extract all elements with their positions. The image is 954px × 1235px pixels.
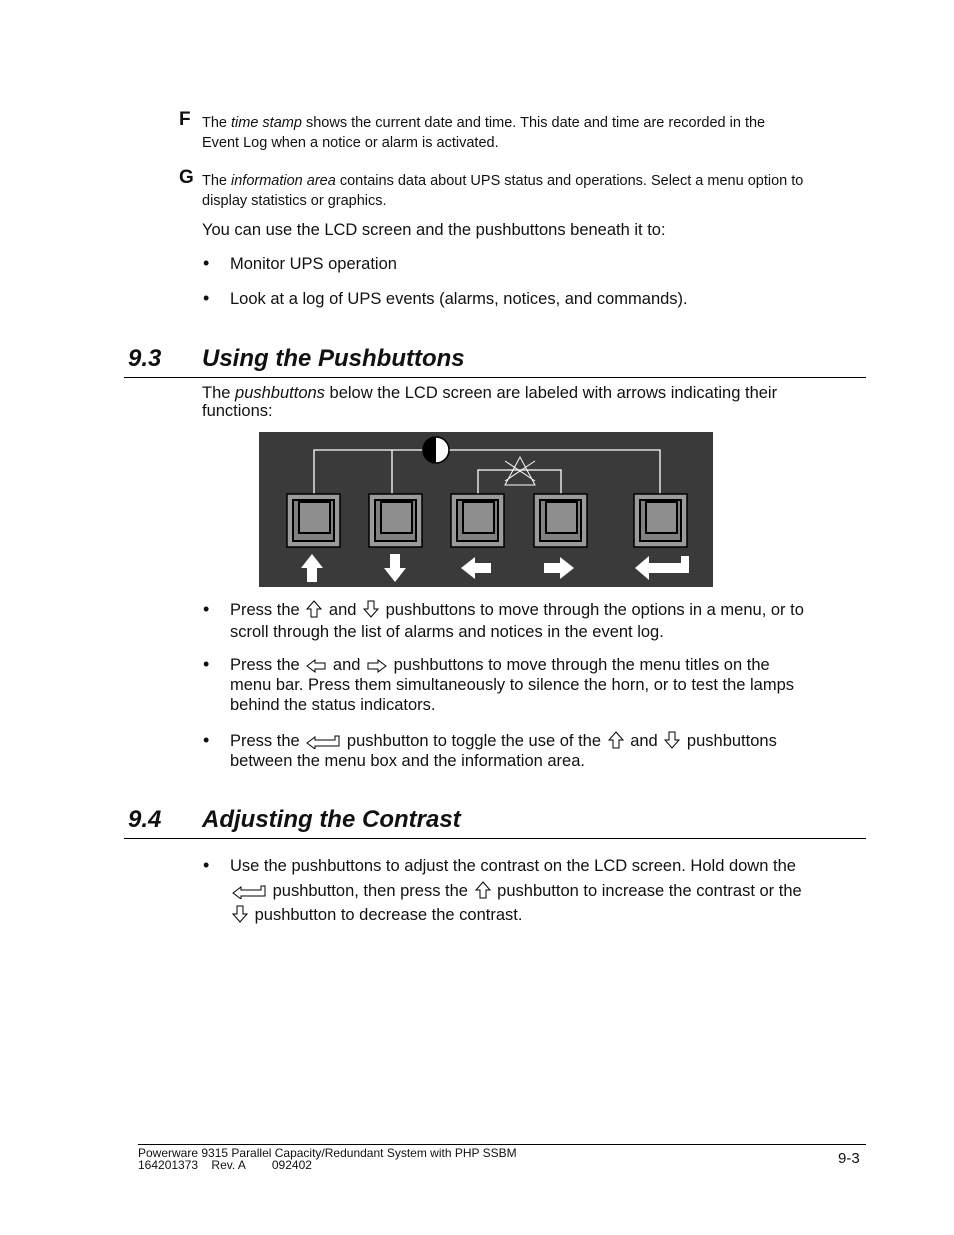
pushbutton-panel-figure xyxy=(259,432,713,587)
up-arrow-outline-icon xyxy=(306,600,322,618)
section-number-9-3: 9.3 xyxy=(128,345,162,372)
list-item: • Press the and pushbuttons to move through the menu titles on the menu bar. Press them simultaneously to silence the horn, or to test the lamps behind the status indicators. xyxy=(203,654,795,714)
down-arrow-outline-icon xyxy=(363,600,379,618)
bullet-icon: • xyxy=(203,855,210,875)
down-arrow-outline-icon xyxy=(232,905,248,923)
list-item: • Look at a log of UPS events (alarms, notices, and commands). xyxy=(203,288,688,308)
bullet-icon: • xyxy=(203,288,210,308)
button-up[interactable] xyxy=(287,494,340,547)
callout-g: G The information area contains data about UPS status and operations. Select a menu option to display statistics or graphics. xyxy=(179,167,804,209)
term-time-stamp: time stamp xyxy=(231,115,302,131)
section-title-9-3: Using the Pushbuttons xyxy=(202,345,465,372)
callout-letter-f: F xyxy=(179,109,191,130)
list-item: • Monitor UPS operation xyxy=(203,253,397,273)
page-number: 9-3 xyxy=(838,1150,860,1167)
list-item: • Press the and pushbuttons to move through the options in a menu, or to scroll through the list of alarms and notices in the event log. xyxy=(203,599,804,641)
callout-letter-g: G xyxy=(179,167,194,188)
bullet-icon: • xyxy=(203,253,210,273)
term-pushbuttons: pushbuttons xyxy=(235,384,325,402)
section-rule xyxy=(124,838,866,839)
up-arrow-outline-icon xyxy=(608,731,624,749)
button-left[interactable] xyxy=(451,494,504,547)
section-number-9-4: 9.4 xyxy=(128,806,162,833)
bullet-icon: • xyxy=(203,654,210,674)
callout-f: F The time stamp shows the current date and time. This date and time are recorded in the Event Log when a notice or alarm is activated. xyxy=(179,109,766,151)
section-title-9-4: Adjusting the Contrast xyxy=(202,806,461,833)
term-information-area: information area xyxy=(231,173,336,189)
footer-doc-number: 164201373 Rev. A 092402 xyxy=(138,1158,312,1172)
button-right[interactable] xyxy=(534,494,587,547)
section-9-3-intro: The pushbuttons below the LCD screen are labeled with arrows indicating their functions: xyxy=(202,384,778,420)
footer-doc-title: Powerware 9315 Parallel Capacity/Redundant System with PHP SSBM xyxy=(138,1146,517,1160)
enter-arrow-outline-icon xyxy=(232,885,266,899)
button-down[interactable] xyxy=(369,494,422,547)
button-enter[interactable] xyxy=(634,494,687,547)
list-item: • Press the pushbutton to toggle the use of the and pushbuttons between the menu box and the information area. xyxy=(203,730,777,770)
intro-text: You can use the LCD screen and the pushbuttons beneath it to: xyxy=(202,221,666,239)
section-rule xyxy=(124,377,866,378)
bullet-icon: • xyxy=(203,730,210,750)
enter-arrow-outline-icon xyxy=(306,735,340,749)
list-item: • Use the pushbuttons to adjust the contrast on the LCD screen. Hold down the pushbutton, then press the pushbutton to increase the contrast or the pushbutton to decrease the contrast. xyxy=(203,855,802,924)
footer-rule xyxy=(138,1144,866,1145)
down-arrow-outline-icon xyxy=(664,731,680,749)
contrast-icon xyxy=(423,437,449,463)
up-arrow-outline-icon xyxy=(475,881,491,899)
bullet-icon: • xyxy=(203,599,210,619)
right-arrow-outline-icon xyxy=(367,659,387,673)
left-arrow-outline-icon xyxy=(306,659,326,673)
